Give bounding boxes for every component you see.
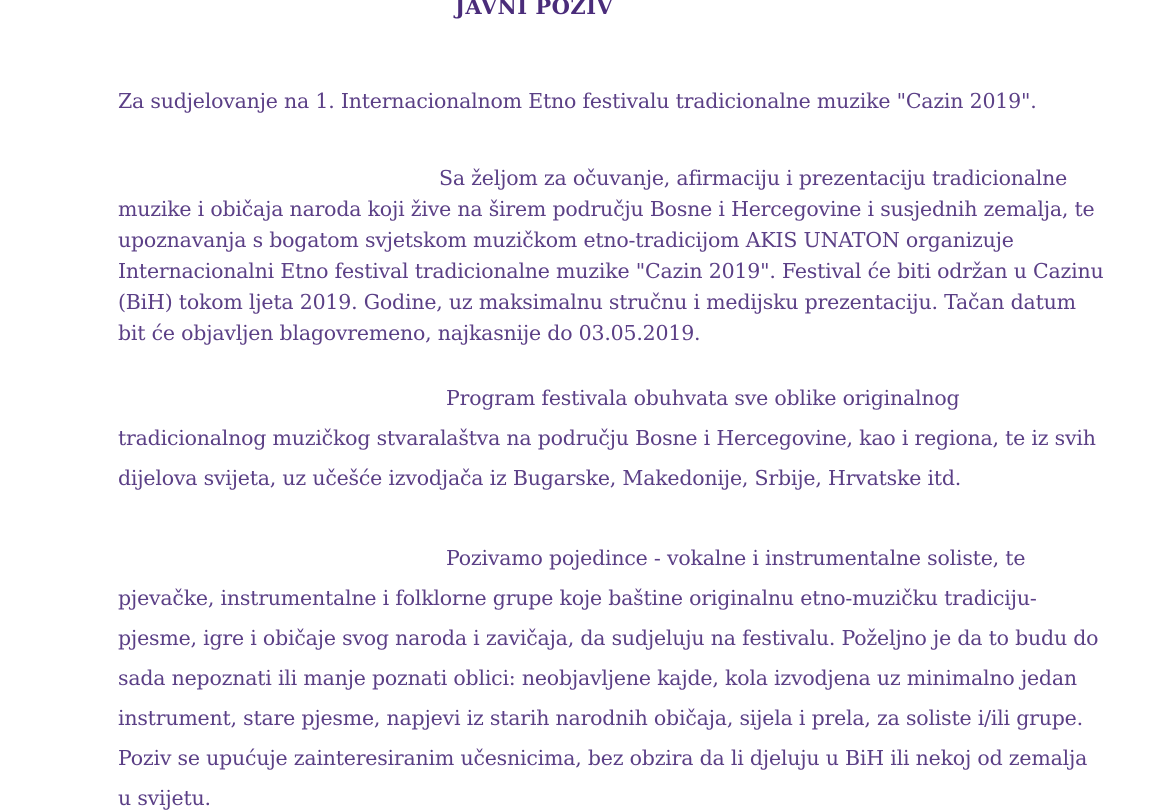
paragraph-3-line: instrument, stare pjesme, napjevi iz starih narodnih običaja, sijela i prela, za soliste i/ili grupe. (118, 706, 1083, 730)
paragraph-2-line: tradicionalnog muzičkog stvaralaštva na području Bosne i Hercegovine, kao i regiona, te iz svih (118, 426, 1096, 450)
paragraph-1-line: Sa željom za očuvanje, afirmaciju i prezentaciju tradicionalne (439, 166, 1068, 190)
paragraph-2-line: Program festivala obuhvata sve oblike originalnog (446, 386, 960, 410)
paragraph-3-line: Pozivamo pojedince - vokalne i instrumentalne soliste, te (446, 546, 1026, 570)
paragraph-3-line: u svijetu. (118, 786, 211, 810)
document-title: JAVNI POZIV (455, 0, 614, 19)
paragraph-3-line: Poziv se upućuje zainteresiranim učesnicima, bez obzira da li djeluju u BiH ili nekoj od zemalja (118, 746, 1088, 770)
paragraph-3-line: sada nepoznati ili manje poznati oblici: neobjavljene kajde, kola izvodjena uz minimalno jedan (118, 666, 1077, 690)
paragraph-1-line: bit će objavljen blagovremeno, najkasnije do 03.05.2019. (118, 321, 701, 345)
paragraph-1-line: (BiH) tokom ljeta 2019. Godine, uz maksimalnu stručnu i medijsku prezentaciju. Tačan datum (118, 290, 1076, 314)
paragraph-1-line: upoznavanja s bogatom svjetskom muzičkom etno-tradicijom AKIS UNATON organizuje (118, 228, 1014, 252)
paragraph-1-line: muzike i običaja naroda koji žive na širem području Bosne i Hercegovine i susjednih zemalja, te (118, 197, 1095, 221)
paragraph-2-line: dijelova svijeta, uz učešće izvodjača iz Bugarske, Makedonije, Srbije, Hrvatske itd. (118, 466, 962, 490)
intro-line: Za sudjelovanje na 1. Internacionalnom Etno festivalu tradicionalne muzike "Cazin 2019". (118, 89, 1037, 113)
paragraph-3-line: pjevačke, instrumentalne i folklorne grupe koje baštine originalnu etno-muzičku tradiciju- (118, 586, 1037, 610)
paragraph-1-line: Internacionalni Etno festival tradicionalne muzike "Cazin 2019". Festival će biti održan u Cazinu (118, 259, 1104, 283)
paragraph-3-line: pjesme, igre i običaje svog naroda i zavičaja, da sudjeluju na festivalu. Poželjno je da to budu do (118, 626, 1099, 650)
